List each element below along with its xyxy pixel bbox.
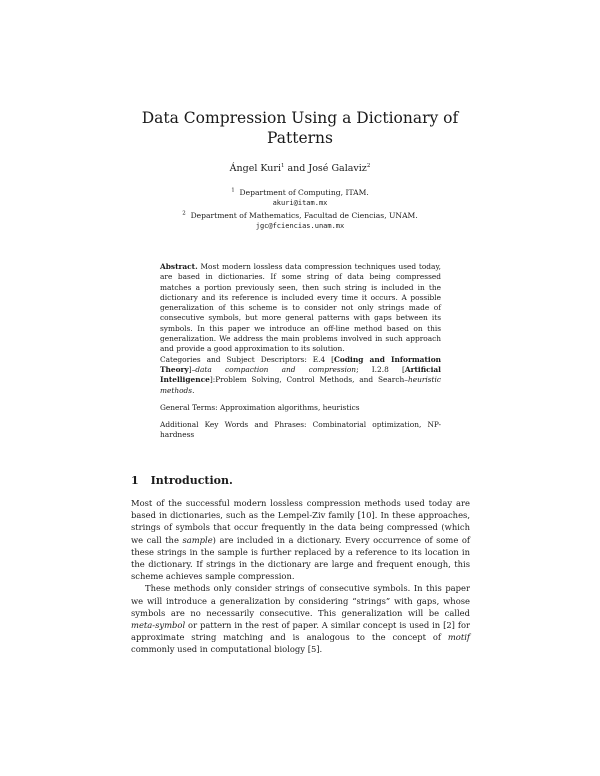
categories-sep-1: ]– xyxy=(188,364,196,374)
abstract-body xyxy=(160,262,441,355)
paragraph-2 xyxy=(131,582,470,655)
author-line xyxy=(150,163,450,174)
term-sample: sample xyxy=(182,534,213,545)
paragraph-2-part-c: commonly used in computational biology [5]. xyxy=(131,644,323,655)
affiliation-2-dept: Department of Mathematics, Facultad de Ciencias, UNAM. xyxy=(190,211,418,221)
categories-sep-3: ]:Problem Solving, Control Methods, and Search– xyxy=(209,375,408,385)
author-1: Ángel Kuri xyxy=(229,163,281,175)
paragraph-1 xyxy=(131,497,470,582)
keywords: Additional Key Words and Phrases: Combinatorial optimization, NP-hardness xyxy=(160,420,441,440)
category-1: Coding and Information Theory xyxy=(160,354,441,374)
abstract-text: Most modern lossless data compression techniques used today, are based in dictionaries. If some string of data being compressed matches a portion previously seen, then such string is included in the dictionary and its reference is included every time it occurs. A possible generalization of this scheme is to consider not only strings made of consecutive symbols, but more general patterns with gaps between its symbols. In this paper we introduce an off-line method based on this generalization. We address the main problems involved in such approach and provide a good approximation to its solution. xyxy=(160,262,441,354)
affiliation-2-mark: 2 xyxy=(182,210,186,217)
categories-sep-2: ; I.2.8 [ xyxy=(356,364,405,374)
author-1-mark: 1 xyxy=(281,163,285,169)
author-2-mark: 2 xyxy=(366,163,371,169)
abstract-label: Abstract. xyxy=(160,262,198,271)
category-1-sub: data compaction and compression xyxy=(195,364,357,374)
abstract xyxy=(160,262,441,441)
term-motif: motif xyxy=(447,632,470,643)
affiliation-2-text xyxy=(182,211,418,220)
section-heading xyxy=(131,474,245,487)
categories xyxy=(160,355,441,396)
category-2-sub: heuristic methods xyxy=(160,375,441,395)
affiliation-1-email: akuri@itam.mx xyxy=(272,198,328,207)
paragraph-2-part-b: or pattern in the rest of paper. A similar concept is used in [2] for approximate string matching and is analogous to the concept of xyxy=(131,620,470,643)
paper-title: Data Compression Using a Dictionary of Patterns xyxy=(141,109,459,147)
categories-prefix: Categories and Subject Descriptors: E.4 [ xyxy=(160,354,335,364)
paragraph-2-part-a: These methods only consider strings of consecutive symbols. In this paper we will introduce a generalization by considering “strings” with gaps, whose symbols are no necessarily consecutive. This generalization will be called xyxy=(131,583,470,618)
term-meta-symbol: meta-symbol xyxy=(131,620,186,631)
category-2: Artificial Intelligence xyxy=(160,364,441,385)
affiliation-1-dept: Department of Computing, ITAM. xyxy=(239,187,369,197)
section-number: 1 xyxy=(131,474,139,487)
affiliation-2 xyxy=(120,209,480,233)
categories-end: . xyxy=(192,385,195,395)
section-body xyxy=(131,497,470,656)
author-2: José Galaviz xyxy=(308,163,367,175)
section-title: Introduction. xyxy=(150,474,233,487)
author-conjunction: and xyxy=(284,163,309,175)
affiliation-1-text xyxy=(231,188,369,197)
affiliations xyxy=(120,185,480,232)
paragraph-1-part-a: Most of the successful modern lossless compression methods used today are based in dictionaries, such as the Lempel-Ziv family [10]. In these approaches, strings of symbols that occur frequently in the data being compressed (which we call the xyxy=(131,498,470,545)
affiliation-1 xyxy=(120,185,480,209)
affiliation-2-email: jgc@fciencias.unam.mx xyxy=(255,222,345,231)
general-terms: General Terms: Approximation algorithms, heuristics xyxy=(160,402,360,412)
paragraph-1-part-b: ) are included in a dictionary. Every occurrence of some of these strings in the sample is further replaced by a reference to its location in the dictionary. If strings in the dictionary are large and frequent enough, this scheme achieves sample compression. xyxy=(131,534,470,582)
affiliation-1-mark: 1 xyxy=(231,187,235,193)
